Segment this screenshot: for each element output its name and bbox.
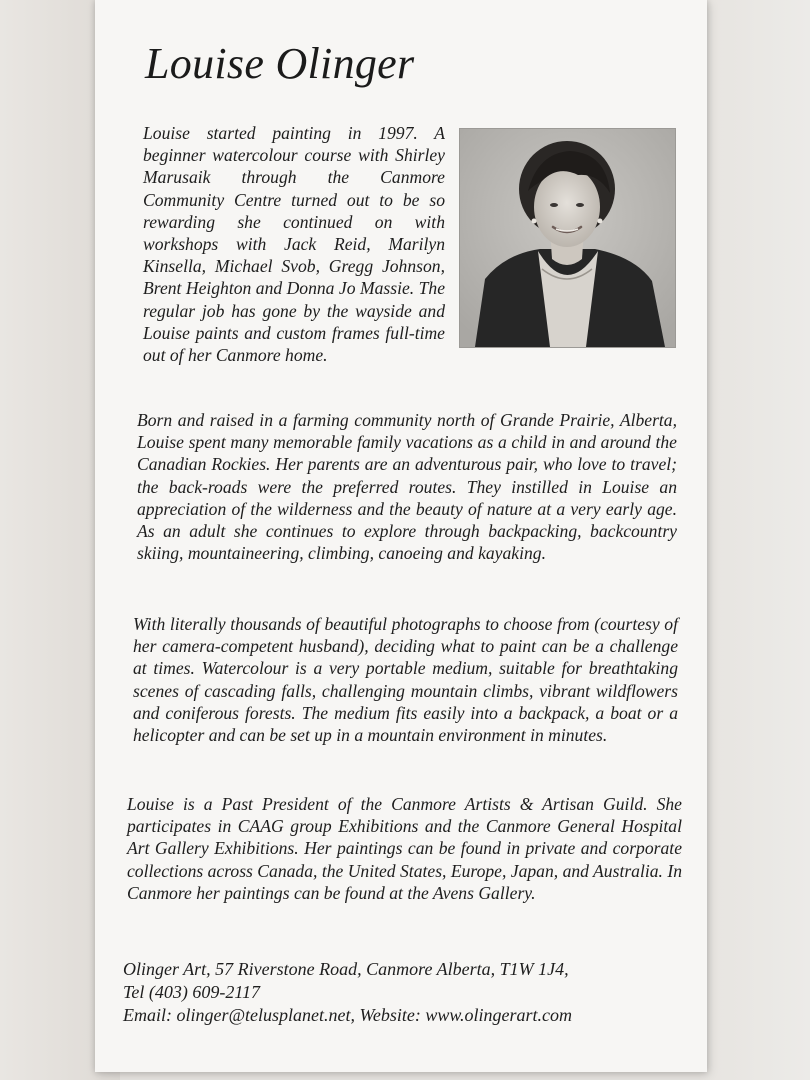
background-right <box>700 0 810 1080</box>
bio-paragraph-1: Louise started painting in 1997. A beginner watercolour course with Shirley Marusaik through the Canmore Community Centre turned out to be so rewarding she continued on with workshops with Jack Reid, Marilyn Kinsella, Michael Svob, Gregg Johnson, Brent Heighton and Donna Jo Massie. The regular job has gone by the wayside and Louise paints and custom frames full-time out of her Canmore home. <box>143 123 445 366</box>
bio-paragraph-3: With literally thousands of beautiful photographs to choose from (courtesy of her camera-competent husband), deciding what to paint can be a challenge at times. Watercolour is a very portable medium, suitable for breathtaking scenes of cascading falls, challenging mountain climbs, vibrant wildflowers and coniferous forests. The medium fits easily into a backpack, a boat or a helicopter and can be set up in a mountain environment in minutes. <box>133 614 678 746</box>
contact-phone: Tel (403) 609-2117 <box>123 982 260 1002</box>
bio-paragraph-4: Louise is a Past President of the Canmore Artists & Artisan Guild. She participates in CAAG group Exhibitions and the Canmore General Hospital Art Gallery Exhibitions. Her paintings can be found in private and corporate collections across Canada, the United States, Europe, Japan, and Australia. In Canmore her paintings can be found at the Avens Gallery. <box>127 794 682 903</box>
contact-email-website: Email: olinger@telusplanet.net, Website: www.olingerart.com <box>123 1005 573 1025</box>
artist-portrait-photo <box>459 128 676 348</box>
contact-block <box>123 958 683 1027</box>
bio-paragraph-2: Born and raised in a farming community north of Grande Prairie, Alberta, Louise spent many memorable family vacations as a child in and around the Canadian Rockies. Her parents are an adventurous pair, who love to travel; the back-roads were the preferred routes. They instilled in Louise an appreciation of the wilderness and the beauty of nature at a very early age. As an adult she continues to explore through backpacking, backcountry skiing, mountaineering, climbing, canoeing and kayaking. <box>137 410 677 564</box>
artist-name-title: Louise Olinger <box>145 39 415 88</box>
contact-address: Olinger Art, 57 Riverstone Road, Canmore Alberta, T1W 1J4, <box>123 959 569 979</box>
artist-bio-card <box>95 0 707 1072</box>
